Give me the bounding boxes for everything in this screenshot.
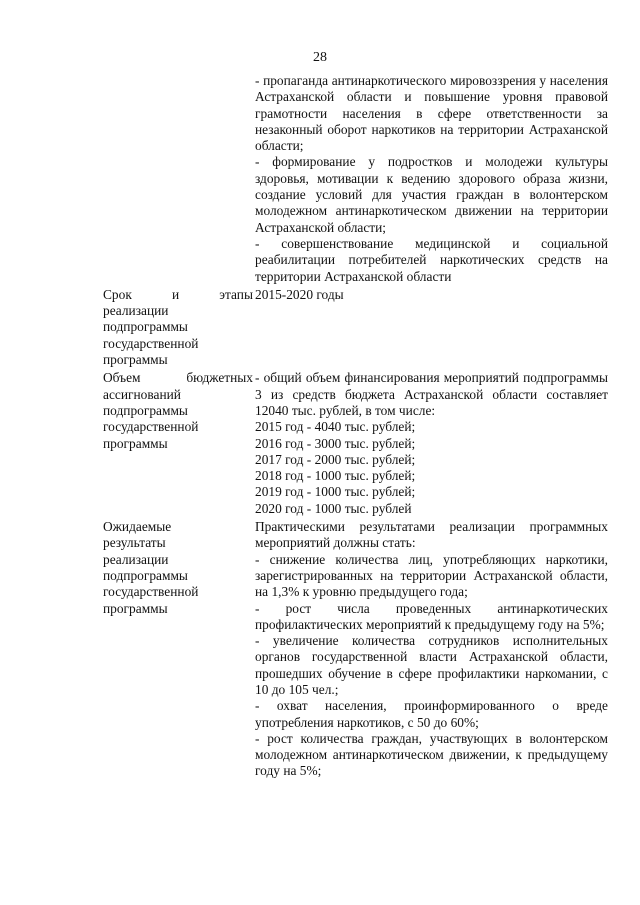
term-value: 2015-2020 годы xyxy=(255,286,344,302)
budget-year-line: 2015 год - 4040 тыс. рублей; xyxy=(255,419,416,435)
row-label-first-line xyxy=(103,370,253,386)
list-item: - рост количества граждан, участвующих в волонтерском молодежном антинаркотическом движении, к предыдущему году на 5%; xyxy=(255,730,608,779)
label-word: Объем xyxy=(103,370,141,386)
label-word: Срок xyxy=(103,286,132,302)
list-item: - увеличение количества сотрудников исполнительных органов государственной власти Астраханской области, прошедших обучение в сфере профилактики наркомании, с 10 до 105 чел.; xyxy=(255,633,608,697)
table-row-objectives xyxy=(103,73,608,285)
budget-year-line: 2018 год - 1000 тыс. рублей; xyxy=(255,468,416,484)
row-content xyxy=(255,519,608,780)
row-content xyxy=(255,287,608,303)
row-label: Ожидаемые результаты реализации подпрограммы государственной программы xyxy=(103,519,199,616)
label-word: и xyxy=(171,286,180,302)
budget-year-line: 2019 год - 1000 тыс. рублей; xyxy=(255,484,416,500)
label-word: этапы xyxy=(219,286,253,302)
page-number: 28 xyxy=(313,50,327,65)
list-item: - рост числа проведенных антинаркотических профилактических мероприятий к предыдущему году на 5%; xyxy=(255,600,608,632)
passport-table xyxy=(103,73,608,780)
budget-year-line: 2016 год - 3000 тыс. рублей; xyxy=(255,435,416,451)
row-content xyxy=(255,370,608,517)
table-row-budget xyxy=(103,370,608,517)
list-item: - пропаганда антинаркотического мировоззрения у населения Астраханской области и повышение уровня правовой грамотности населения в сфере ответственности за незаконный оборот наркотиков на территории Астраханской области; xyxy=(255,73,608,154)
list-item: Практическими результатами реализации программных мероприятий должны стать: xyxy=(255,519,608,551)
row-label-first-line xyxy=(103,287,253,303)
row-label xyxy=(103,370,255,451)
list-item: - общий объем финансирования мероприятий подпрограммы 3 из средств бюджета Астраханской области составляет 12040 тыс. рублей, в том числе: xyxy=(255,370,608,418)
list-item: - снижение количества лиц, употребляющих наркотики, зарегистрированных на территории Астраханской области, на 1,3% к уровню предыдущего года; xyxy=(255,551,608,600)
row-label-rest: ассигнований подпрограммы государственной программы xyxy=(103,386,199,451)
label-word: бюджетных xyxy=(186,370,253,386)
row-label xyxy=(103,287,255,368)
row-label-rest: реализации подпрограммы государственной программы xyxy=(103,303,199,368)
budget-year-line: 2020 год - 1000 тыс. рублей xyxy=(255,500,412,516)
list-item: - охват населения, проинформированного о вреде употребления наркотиков, с 50 до 60%; xyxy=(255,698,608,730)
budget-year-line: 2017 год - 2000 тыс. рублей; xyxy=(255,451,416,467)
row-content xyxy=(255,73,608,285)
table-row-term xyxy=(103,287,608,368)
list-item: - формирование у подростков и молодежи культуры здоровья, мотивации к ведению здорового образа жизни, создание условий для участия граждан в волонтерском молодежном антинаркотическом движении на территории Астраханской области; xyxy=(255,154,608,235)
table-row-results xyxy=(103,519,608,780)
list-item: - совершенствование медицинской и социальной реабилитации потребителей наркотических средств на территории Астраханской области xyxy=(255,235,608,284)
